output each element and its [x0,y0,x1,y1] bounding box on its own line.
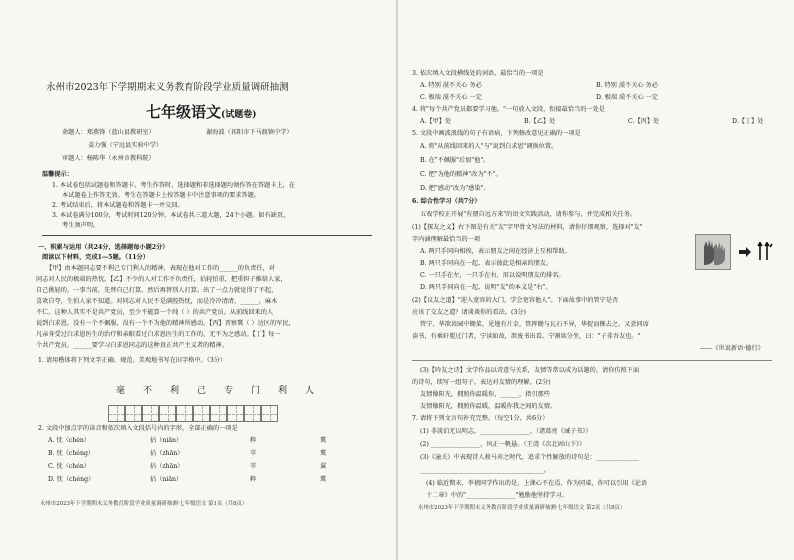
q6-1-option-c: C. 一只手在左，一只手在右，用以说明朋友的排名。 [420,272,565,279]
q2-b-3: 萃 [250,450,257,457]
q7-item-3b: ________________________________________。 [420,467,550,474]
q7-item-4b: 十二章》中的"________________"勉励他坚持学习。 [426,492,568,499]
notice-1: 1. 本试卷包括试题卷和答题卡。考生作答时，选择题和非选择题均须作答在答题卡上，在 [52,182,295,189]
notice-1b: 本试题卷上作答无效。考生在答题卡上按答题卡中注意事项的要求答题。 [62,192,260,199]
q6-3-text-1: 友情像阳光，拥照你温暖你，______，指引那些 [420,391,550,398]
question-7: 7. 请将下列文言句补充完整。（每空1分，共6分） [412,415,549,422]
q2-c-3: 萃 [250,463,257,470]
q6-2-text-1: 管宁、华歆共园中锄菜，见地有片金，管挥锄与瓦石不异，华捉而掷去之。又尝同席 [420,321,649,328]
reviewer-line: 审题人：杨陈华（永州市教科院） [62,155,155,162]
q7-item-1: (1) 非淡泊无以明志，________________。（诸葛亮《诫子书》） [420,428,592,435]
q2-option-d: D. 忱（chéng） [48,476,95,483]
copy-characters: 毫不利己专门利人 [116,386,333,396]
section-1-title: 一、积累与运用（共24分，选择题每小题2分） [38,244,169,251]
q5-option-a: A. 将"从前线回来的人"与"说到白求恩"调换位置。 [420,143,558,150]
q5-option-b: B. 在"不佩服"后加"他"。 [420,157,490,164]
q6-1-option-a: A. 两只手同向相挨，表示朋友之间在经济上互相帮助。 [420,248,571,255]
q6-1-option-d: D. 两只手同向在一起，说明"友"的本义是"右"。 [420,284,552,291]
q4-option-c: C.【丙】处 [628,118,660,125]
question-2: 2. 文段中加点字的读音和依次填入文段括号内的字形，全部正确的一项是 [38,425,238,432]
q6-1: (1)【探友之义】右下图是有关"友"字甲骨文写法的材料，请你仔细观察，选择对"友" [412,224,643,231]
passage-line-4: 喜欢自夸，生怕人家不知道。对同志对人民不是满腔热忱，而是冷冷清清，______，麻木 [36,298,278,305]
q6-2-source: ——《世说新语·德行》 [700,345,764,352]
question-3: 3. 依次填入文段横线处的词语，最恰当的一项是 [412,70,544,77]
q2-a-3: 粹 [250,437,257,444]
passage-line-2: 同志对人民的极端的热忱。【乙】不少的人对工作不负责任，拈轻怕重，把重担子推给人家， [36,276,287,283]
question-4: 4. 将"每个共产党员都要学习他。"一句放入文段，衔接最恰当的一处是 [412,106,605,113]
q5-option-c: C. 把"为他的精神"改为"不"。 [420,171,502,178]
q2-d-3: 粹 [250,476,257,483]
q5-option-d: D. 把"感动"改为"感染"。 [420,185,490,192]
author-line-1: 命题人：郑燕锋（蓝山县教研室） [62,129,155,136]
divider [42,235,372,236]
q6-1-option-b: B. 两只手同向在一起，表示彼此是相亲的朋友。 [420,260,553,267]
reading-intro: 阅读以下材料，完成1—5题。（11分） [42,254,149,261]
q4-option-d: D.【丁】处 [732,118,764,125]
subject-title: 七年级语文(试题卷) [146,103,257,121]
q2-d-4: 冀 [320,476,327,483]
q6-2b: 应该了交友之道？请谈谈你的看法。(3分) [412,309,526,316]
notice-3: 3. 本试卷满分100分，考试时间120分钟。本试卷共三道大题，24个小题。如有缺页， [52,212,290,219]
passage-line-6: 说到白求恩，没有一个不佩服，没有一个不为他的精神所感动。【丙】晋察冀（ ）边区的军民， [36,320,295,327]
q6-2-text-2: 读书，有乘轩冕过门者，宁读如故，歆废书出看。宁割席分坐，曰："子非吾友也。" [412,333,641,340]
q6-3b: 的诗句，续写一组句子，表达对友情的理解。(2分) [412,379,551,386]
q2-option-a: A. 忱（chén） [48,437,91,444]
q6-3: (3)【吟友之诗】文学作品以诗意与关系，友情等常以成为话题的，请你仿照下面 [420,367,640,374]
author-line-3: 姜力强（宁远县实验中学） [88,142,163,149]
q2-a-2: 拈（niān） [150,437,183,444]
author-line-2: 谢海波（祁阳市下马渡镇中学） [206,129,293,136]
q3-option-a: A. 特别 漠不关心 务必 [420,82,482,89]
notice-3b: 考生须声明。 [62,222,100,229]
oracle-bone-figure [695,234,775,270]
oracle-glyph-you [757,240,775,266]
arrow-right-icon [739,246,751,258]
q3-option-c: C. 极端 漠不关心 一定 [420,94,482,101]
q7-item-2: (2) ________________，风正一帆悬。（王湾《次北固山下》） [420,441,586,448]
q2-option-b: B. 忱（chéng） [48,450,95,457]
passage-line-5: 不仁。这种人其实不是共产党员，至少不能算一个纯（ ）的共产党员。从前线回来的人 [36,309,274,316]
exam-title: 永州市2023年下学期期末义务教育阶段学业质量调研抽测 [46,82,289,93]
q3-option-d: D. 极端 漠不关心 一定 [596,94,659,101]
passage-line-1: 【甲】由本题同志要不利己专门利人的精神，表现在他对工作的______的负责任，对 [46,265,275,272]
passage-line-3: 自己挑轻的。一事当前，先替自己打算，然后再替别人打算。出了一点力就觉得了不起， [36,287,278,294]
q2-b-2: 拈（zhān） [150,450,184,457]
hands-picture [695,234,731,270]
notice-title: 温馨提示： [42,171,73,178]
footer-left: 永州市2023年下学期期末义务教育阶段学业质量调研抽测·七年级语文 第1页（共8页） [40,501,248,507]
q4-option-a: A.【甲】处 [420,118,452,125]
question-1: 1. 请用楷体将下列文字正确、规范、美观地书写在田字格中。（3分） [38,357,227,364]
q7-item-3: (3)《潼关》中表现诗人骏马弃之时代，追求个性解放的诗句是：______________ [420,454,640,461]
q6-2: (2)【议友之道】"迎入宽容的大门，学会宽容他人"。下面故事中的管宁是否 [412,297,619,304]
passage-line-8: 个共产党员，______要学习白求恩同志的这种真正共产主义者的精神。 [36,342,228,349]
q6-1b: 字内涵理解最恰当的一项 [412,236,481,243]
q6-3-text-2: 友情像阳光，拥照你温暖，温暖你我之间的友情。 [420,403,557,410]
q2-c-4: 翼 [320,463,327,470]
question-5: 5. 文段中画波浪线的句子有语病，下列修改意见正确的一项是 [412,130,581,137]
q4-option-b: B.【乙】处 [524,118,556,125]
q2-d-2: 拈（niān） [150,476,183,483]
q2-option-c: C. 忱（chén） [48,463,91,470]
q2-a-4: 冀 [320,437,327,444]
notice-2: 2. 考试结束后，将本试题卷和答题卡一并交回。 [52,202,184,209]
q2-c-2: 拈（zhān） [150,463,184,470]
q2-b-4: 冀 [320,450,327,457]
q7-item-4: (4) 临近期末，李禧同学作出的是，上课心不在焉，作为同桌，你可以引用《论语 [426,480,648,487]
q3-option-b: B. 特别 漠不关心 务必 [596,82,658,89]
footer-right: 永州市2023年下学期期末义务教育阶段学业质量调研抽测·七年级语文 第2页（共8页） [418,505,626,511]
answer-line-1[interactable] [412,360,772,361]
q6-intro: 五戏学校正开展"有朋自远方来"的语文实践活动，请你参与，并完成相关任务。 [420,211,637,218]
passage-line-7: 凡亲身受过白求恩医生的治疗和亲眼看过白求恩医生的工作的，无不为之感动。【丁】每一 [36,331,281,338]
question-6: 6. 综合性学习（共7分） [412,198,481,205]
